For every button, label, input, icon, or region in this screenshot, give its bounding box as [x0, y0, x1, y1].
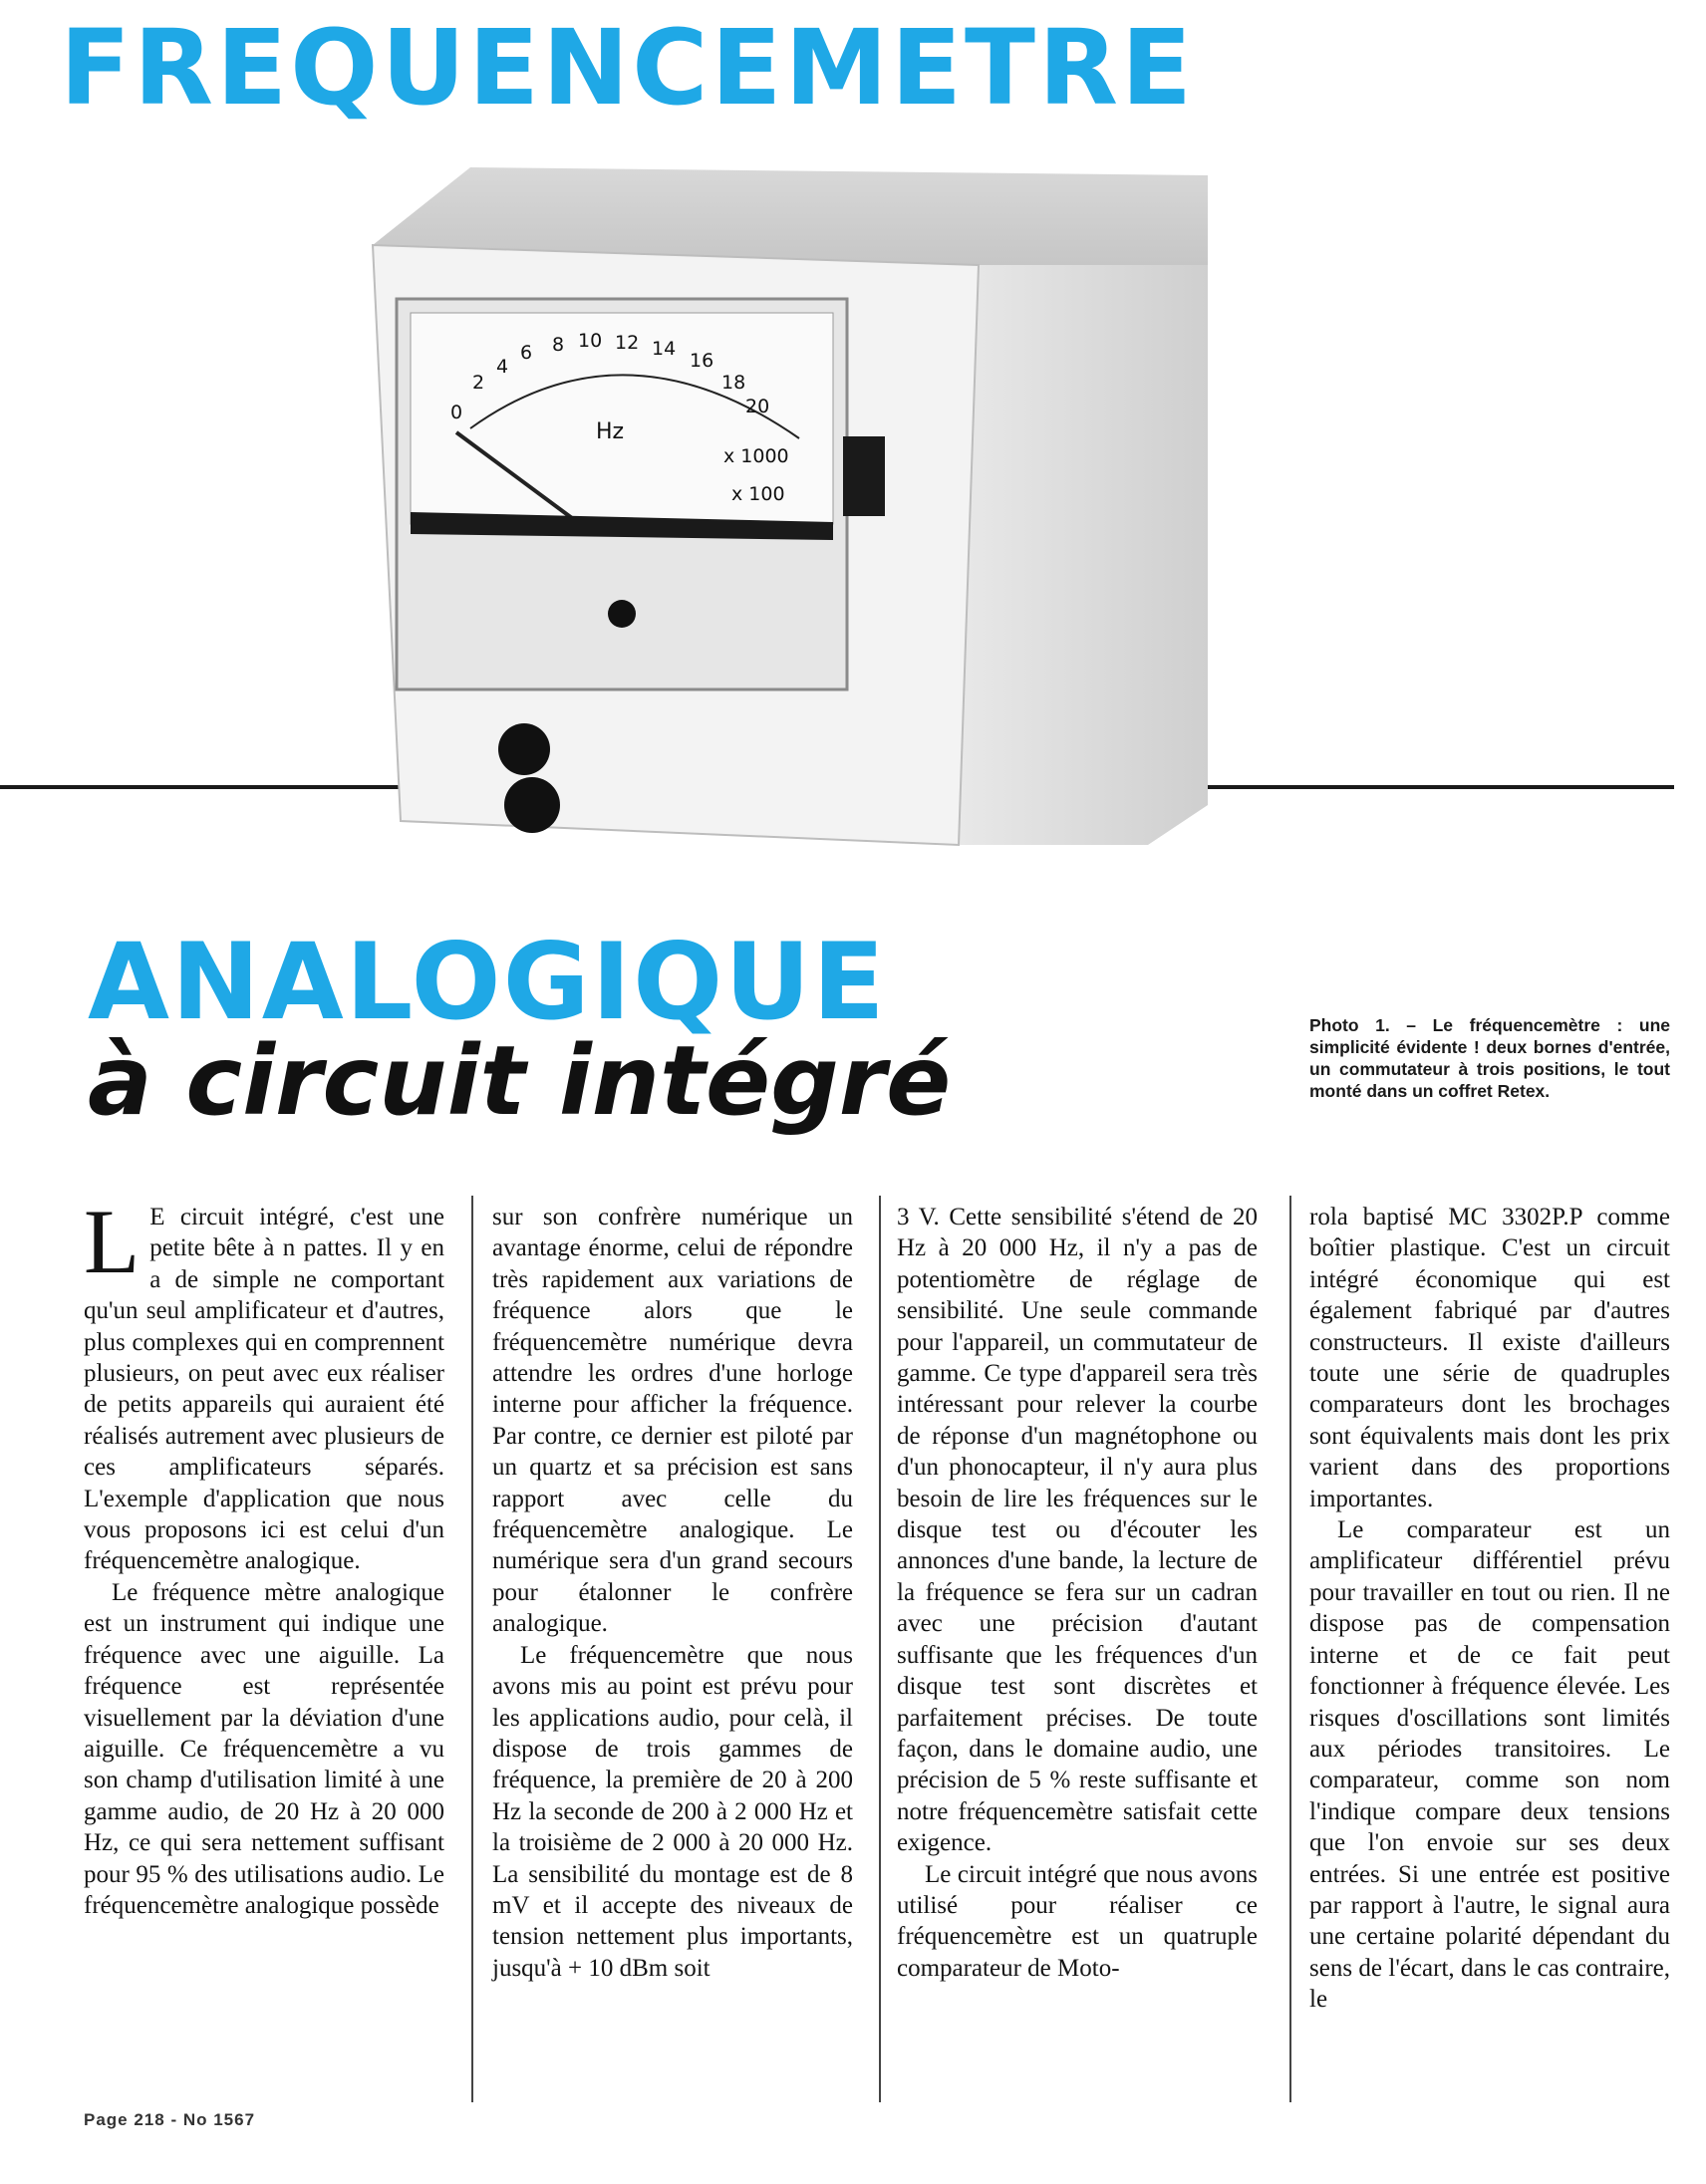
scale-label-12: 12 — [615, 332, 640, 354]
paragraph: Le circuit intégré que nous avons utilisé pour réaliser ce fréquencemètre est un quatruple comparateur de Moto- — [897, 1860, 1258, 1982]
paragraph: Le fréquencemètre que nous avons mis au point est prévu pour les applications audio, pour celà, il dispose de trois gammes de fréquence, la première de 20 à 200 Hz la seconde de 200 à 2 000 Hz et la troisième de 2 000 à 20 000 Hz. La sensibilité du montage est de 8 mV et il accepte des niveaux de tension nettement plus importants, jusqu'à + 10 dBm soit — [492, 1641, 853, 1982]
article-column-1 — [84, 1191, 444, 1921]
main-title: FREQUENCEMETRE — [60, 7, 1196, 129]
paragraph: sur son confrère numérique un avantage énorme, celui de répondre très rapidement aux variations de fréquence alors que le fréquencemètre numérique devra attendre les ordres d'une horloge interne pour afficher la fréquence. Par contre, ce dernier est piloté par un quartz et sa précision est sans rapport avec celle du fréquencemètre analogique. Le numérique sera d'un grand secours pour étalonner le confrère analogique. — [492, 1204, 853, 1638]
paragraph: rola baptisé MC 3302P.P comme boîtier plastique. C'est un circuit intégré économique qui est également fabriqué par d'autres constructeurs. Il existe d'ailleurs toute une série de quadruples comparateurs dont les brochages sont équivalents mais dont les prix varient dans des proportions importantes. — [1309, 1204, 1670, 1512]
paragraph: 3 V. Cette sensibilité s'étend de 20 Hz à 20 000 Hz, il n'y a pas de potentiomètre de réglage de sensibilité. Une seule commande pour l'appareil, un commutateur de gamme. Ce type d'appareil sera très intéressant pour relever la courbe de réponse d'un magnétophone ou d'un phonocapteur, il n'y aura plus besoin de lire les fréquences sur le disque test ou d'écouter les annonces d'une bande, la lecture de la fréquence se fera sur un cadran avec une précision d'autant suffisante que les fréquences d'un disque test sont discrètes et parfaitement précises. De toute façon, dans le domaine audio, une précision de 5 % reste suffisante et notre fréquencemètre satisfait cette exigence. — [897, 1204, 1258, 1857]
scale-label-6: 6 — [520, 342, 533, 364]
subtitle-circuit: à circuit intégré — [88, 1025, 952, 1137]
scale-label-16: 16 — [690, 350, 714, 372]
input-terminal-top — [498, 723, 550, 775]
scale-label-18: 18 — [721, 372, 746, 394]
article-column-2 — [492, 1202, 853, 1984]
multiplier-high: x 1000 — [723, 445, 789, 467]
drop-cap: L — [84, 1191, 141, 1292]
photo-caption: Photo 1. – Le fréquencemètre : une simplicité évidente ! deux bornes d'entrée, un commutateur à trois positions, le tout monté dans un coffret Retex. — [1309, 1015, 1670, 1101]
scale-label-10: 10 — [578, 330, 603, 352]
zero-adjust-screw — [608, 600, 636, 628]
scale-label-2: 2 — [472, 372, 485, 394]
scale-label-0: 0 — [450, 402, 463, 423]
range-switch — [843, 436, 885, 516]
paragraph: Le fréquence mètre analogique est un instrument qui indique une fréquence avec une aiguille. La fréquence est représentée visuellement par la déviation d'une aiguille. Ce fréquencemètre a vu son champ d'utilisation limité à une gamme audio, de 20 Hz à 20 000 Hz, ce qui sera nettement suffisant pour 95 % des utilisations audio. Le fréquencemètre analogique possède — [84, 1578, 444, 1919]
paragraph: L E circuit intégré, c'est une petite bête à n pattes. Il y en a de simple ne comportant qu'un seul amplificateur et d'autres, plus complexes qui en comprennent plusieurs, on peut avec eux réaliser de petits appareils qui auraient été réalisés autrement avec plusieurs de ces amplificateurs séparés. L'exemple d'application que nous vous proposons ici est celui d'un fréquencemètre analogique. — [84, 1191, 444, 1575]
column-divider-2 — [879, 1196, 881, 2102]
input-terminal-bottom — [504, 777, 560, 833]
scale-label-20: 20 — [745, 396, 770, 417]
meter-unit: Hz — [596, 419, 625, 444]
page-footer: Page 218 - No 1567 — [84, 2110, 256, 2129]
horizontal-rule-left — [0, 785, 419, 789]
article-column-4 — [1309, 1202, 1670, 2016]
column-divider-3 — [1289, 1196, 1291, 2102]
frequency-meter-photo — [361, 167, 1208, 865]
multiplier-low: x 100 — [731, 483, 785, 505]
horizontal-rule-right — [1196, 785, 1674, 789]
column-divider-1 — [471, 1196, 473, 2102]
subtitle-analogique: ANALOGIQUE — [88, 921, 887, 1043]
article-column-3 — [897, 1202, 1258, 1984]
paragraph: Le comparateur est un amplificateur différentiel prévu pour travailler en tout ou rien. Il ne dispose pas de compensation interne et de ce fait peut fonctionner à fréquence élevée. Les risques d'oscillations sont limités aux périodes transitoires. Le comparateur, comme son nom l'indique compare deux tensions que l'on envoie sur ses deux entrées. Si une entrée est positive par rapport à l'autre, le signal aura une certaine polarité dépendant du sens de l'écart, dans le cas contraire, le — [1309, 1516, 1670, 2014]
scale-label-8: 8 — [552, 334, 565, 356]
scale-label-14: 14 — [652, 338, 677, 360]
scale-label-4: 4 — [496, 356, 509, 378]
